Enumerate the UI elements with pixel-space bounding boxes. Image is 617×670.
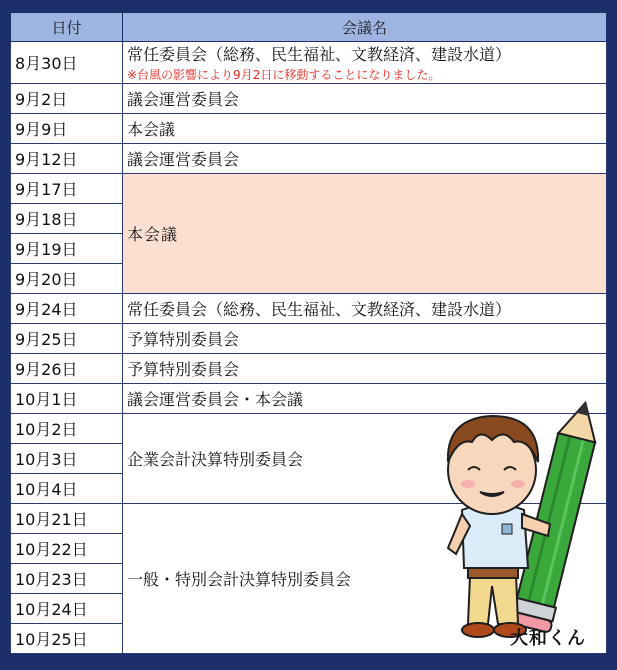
meeting-cell: 本会議: [123, 114, 607, 144]
postponement-note: ※台風の影響により9月2日に移動することになりました。: [127, 68, 441, 82]
date-cell: 10月4日: [11, 474, 123, 504]
date-cell: 9月12日: [11, 144, 123, 174]
meeting-cell: 予算特別委員会: [123, 354, 607, 384]
meeting-cell: 議会運営委員会: [123, 84, 607, 114]
table-row: [11, 84, 607, 114]
date-cell: 9月25日: [11, 324, 123, 354]
date-cell: 10月24日: [11, 594, 123, 624]
date-cell: 9月2日: [11, 84, 123, 114]
meeting-cell: 予算特別委員会: [123, 324, 607, 354]
date-cell: 10月22日: [11, 534, 123, 564]
mascot-name-label: 大和くん: [510, 628, 586, 649]
date-cell: 9月20日: [11, 264, 123, 294]
table-row: [11, 114, 607, 144]
table-row: [11, 174, 607, 204]
meeting-cell: 議会運営委員会: [123, 144, 607, 174]
table-row: [11, 42, 607, 84]
date-cell: 10月1日: [11, 384, 123, 414]
date-cell: 9月19日: [11, 234, 123, 264]
plenary-session-cell: 本会議: [123, 174, 607, 294]
date-cell: 9月9日: [11, 114, 123, 144]
general-settlement-committee-cell: 一般・特別会計決算特別委員会: [123, 504, 607, 654]
date-cell: 9月26日: [11, 354, 123, 384]
date-cell: 10月23日: [11, 564, 123, 594]
table-row: [11, 294, 607, 324]
date-column-header: 日付: [11, 13, 123, 42]
date-cell: 10月3日: [11, 444, 123, 474]
date-cell: 8月30日: [11, 42, 123, 84]
meeting-column-header: 会議名: [123, 13, 607, 42]
date-cell: 9月17日: [11, 174, 123, 204]
meeting-cell: 議会運営委員会・本会議: [123, 384, 607, 414]
table-row: [11, 354, 607, 384]
table-row: [11, 324, 607, 354]
table-row: [11, 144, 607, 174]
date-cell: 10月21日: [11, 504, 123, 534]
date-cell: 10月25日: [11, 624, 123, 654]
table-header-row: [11, 13, 607, 42]
date-cell: 9月24日: [11, 294, 123, 324]
meeting-cell: 常任委員会（総務、民生福祉、文教経済、建設水道）: [123, 294, 607, 324]
date-cell: 9月18日: [11, 204, 123, 234]
settlement-committee-cell: 企業会計決算特別委員会: [123, 414, 607, 504]
date-cell: 10月2日: [11, 414, 123, 444]
meeting-cell: [123, 42, 607, 84]
yamato-kun-mascot-illustration: [418, 398, 608, 660]
meeting-name: 常任委員会（総務、民生福祉、文教経済、建設水道）: [127, 45, 512, 64]
